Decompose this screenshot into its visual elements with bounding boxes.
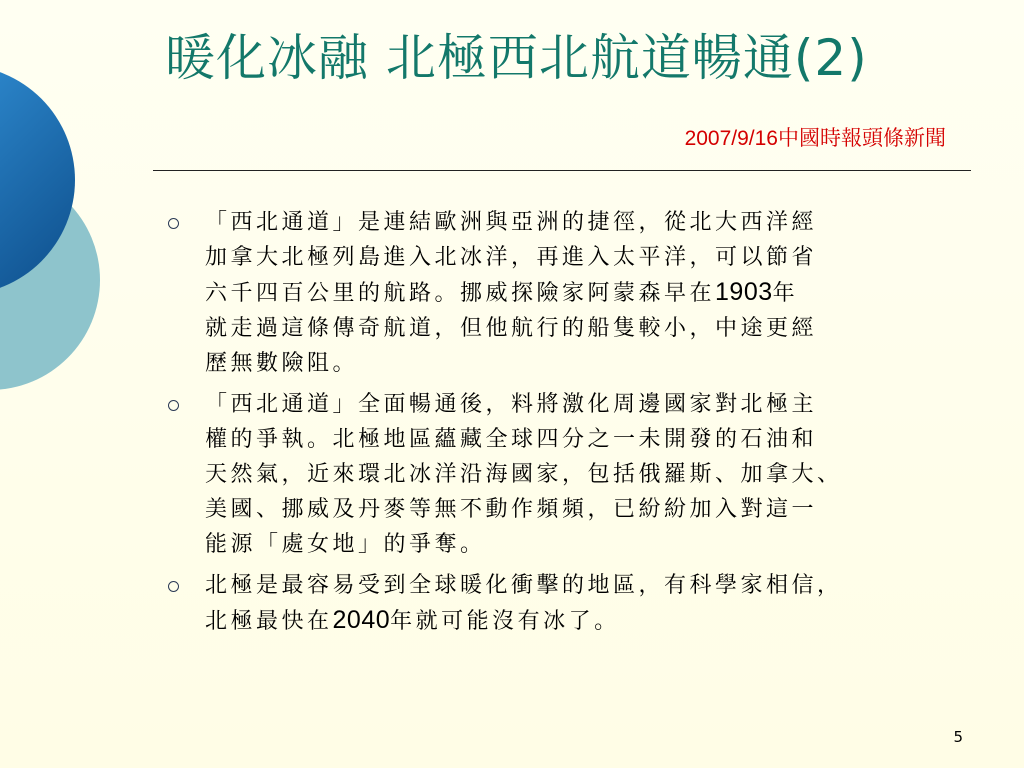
bullet-line xyxy=(205,492,998,527)
bullet-text xyxy=(205,387,998,562)
bullet-line xyxy=(205,422,998,457)
text-run: 年 xyxy=(772,281,799,306)
text-run: 年就可能沒有冰了。 xyxy=(390,609,620,634)
news-source-date: 2007/9/16中國時報頭條新聞 xyxy=(684,127,946,150)
bullet-line xyxy=(205,311,998,346)
year-number: 2040 xyxy=(332,606,391,634)
decorative-circles xyxy=(0,0,140,420)
bullet-text xyxy=(205,568,998,639)
bullet-marker-icon xyxy=(168,581,179,592)
text-run: 能源「處女地」的爭奪。 xyxy=(205,532,486,557)
bullet-line xyxy=(205,568,998,603)
bullet-item xyxy=(168,387,998,562)
text-run: 天然氣，近來環北冰洋沿海國家，包括俄羅斯、加拿大、 xyxy=(205,462,843,487)
bullet-line xyxy=(205,387,998,422)
year-number: 1903 xyxy=(715,278,773,306)
bullet-list xyxy=(168,205,998,645)
text-run: 就走過這條傳奇航道，但他航行的船隻較小，中途更經 xyxy=(205,316,818,341)
page-number: 5 xyxy=(953,728,963,746)
text-run: 北極是最容易受到全球暖化衝擊的地區，有科學家相信， xyxy=(205,573,843,598)
text-run: 歷無數險阻。 xyxy=(205,351,359,376)
bullet-line xyxy=(205,275,998,311)
text-run: 六千四百公里的航路。挪威探險家阿蒙森早在 xyxy=(205,281,716,306)
bullet-item xyxy=(168,568,998,639)
text-run: 權的爭執。北極地區蘊藏全球四分之一未開發的石油和 xyxy=(205,427,818,452)
bullet-line xyxy=(205,527,998,562)
text-run: 北極最快在 xyxy=(205,609,333,634)
slide-title: 暖化冰融 北極西北航道暢通(2) xyxy=(165,29,868,87)
title-divider xyxy=(153,170,971,171)
text-run: 「西北通道」是連結歐洲與亞洲的捷徑，從北大西洋經 xyxy=(205,210,818,235)
bullet-line xyxy=(205,346,998,381)
text-run: 「西北通道」全面暢通後，料將激化周邊國家對北極主 xyxy=(205,392,818,417)
text-run: 美國、挪威及丹麥等無不動作頻頻，已紛紛加入對這一 xyxy=(205,497,818,522)
bullet-marker-icon xyxy=(168,400,179,411)
bullet-line xyxy=(205,240,998,275)
bullet-item xyxy=(168,205,998,381)
bullet-text xyxy=(205,205,998,381)
bullet-line xyxy=(205,603,998,639)
text-run: 加拿大北極列島進入北冰洋，再進入太平洋，可以節省 xyxy=(205,245,818,270)
bullet-line xyxy=(205,205,998,240)
bullet-marker-icon xyxy=(168,218,179,229)
bullet-line xyxy=(205,457,998,492)
